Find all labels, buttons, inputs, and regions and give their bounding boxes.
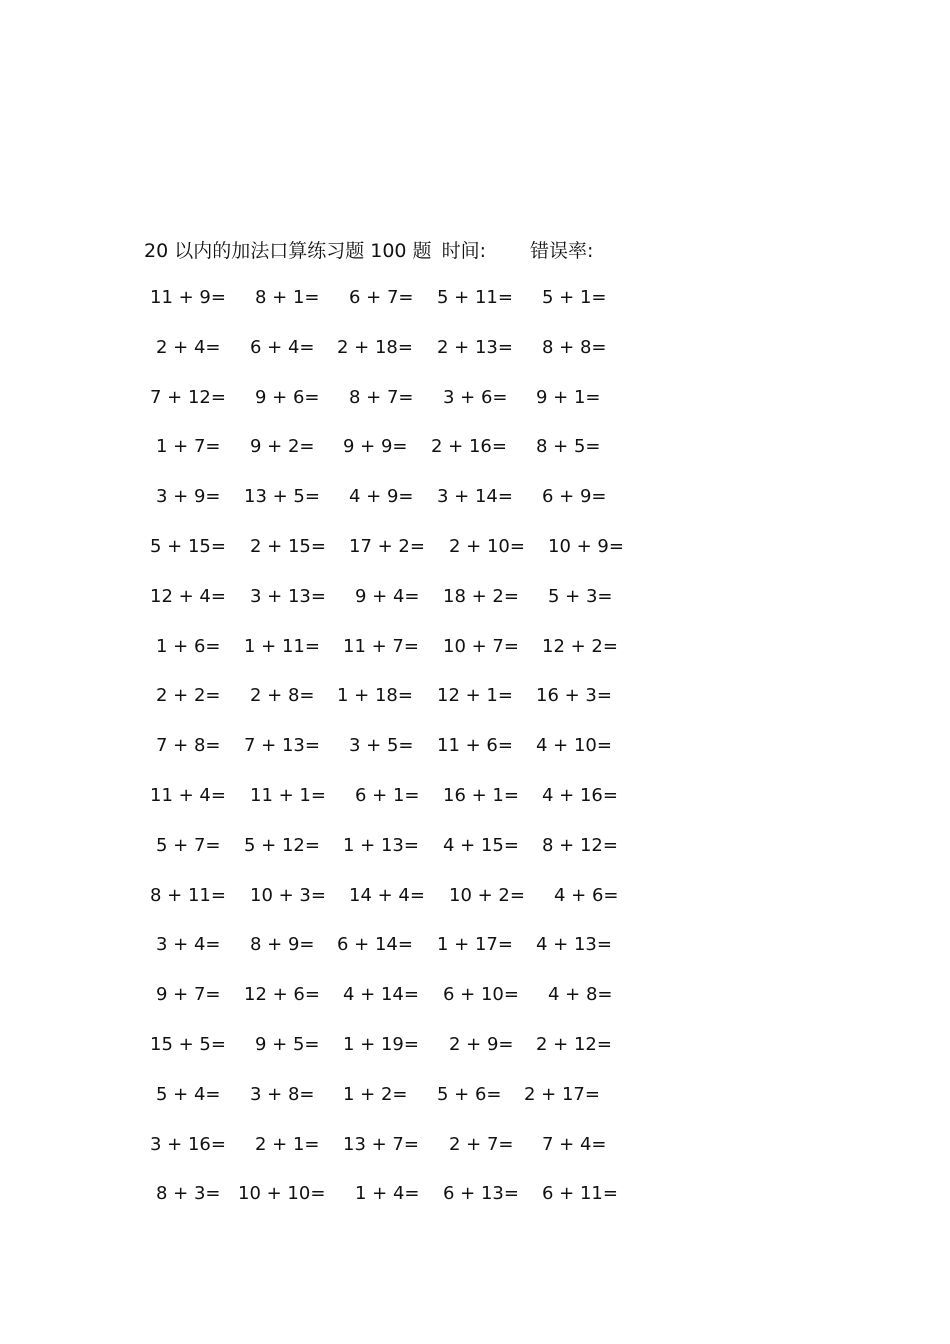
addition-problem: 6 + 4= (250, 336, 315, 358)
addition-problem: 1 + 13= (343, 834, 419, 856)
problem-row (0, 1082, 700, 1112)
addition-problem: 1 + 19= (343, 1034, 419, 1055)
problem-row (0, 883, 700, 913)
problem-row (0, 285, 700, 315)
problem-row (0, 932, 700, 962)
addition-problem: 9 + 1= (536, 386, 601, 408)
addition-problem: 9 + 2= (250, 436, 315, 458)
problem-row (0, 1132, 700, 1162)
addition-problem: 17 + 2= (349, 536, 425, 557)
addition-problem: 18 + 2= (443, 585, 519, 607)
addition-problem: 8 + 3= (156, 1183, 221, 1205)
addition-problem: 4 + 15= (443, 834, 519, 856)
addition-problem: 4 + 8= (548, 984, 613, 1006)
addition-problem: 1 + 2= (343, 1083, 408, 1105)
addition-problem: 12 + 6= (244, 984, 320, 1006)
addition-problem: 9 + 9= (343, 436, 408, 458)
addition-problem: 6 + 9= (542, 486, 607, 508)
addition-problem: 10 + 2= (449, 884, 525, 906)
addition-problem: 4 + 6= (554, 884, 619, 906)
addition-problem: 2 + 10= (449, 536, 525, 557)
problem-row (0, 634, 700, 664)
addition-problem: 8 + 8= (542, 336, 607, 358)
addition-problem: 2 + 18= (337, 336, 413, 358)
addition-problem: 4 + 9= (349, 486, 414, 508)
addition-problem: 3 + 8= (250, 1083, 315, 1105)
addition-problem: 2 + 13= (437, 336, 513, 358)
addition-problem: 13 + 5= (244, 486, 320, 508)
addition-problem: 1 + 18= (337, 685, 413, 707)
addition-problem: 1 + 7= (156, 436, 221, 458)
title-text: 20 以内的加法口算练习题 100 题 (144, 240, 432, 262)
addition-problem: 6 + 13= (443, 1183, 519, 1205)
addition-problem: 2 + 7= (449, 1133, 514, 1155)
addition-problem: 12 + 4= (150, 585, 226, 607)
addition-problem: 5 + 4= (156, 1083, 221, 1105)
addition-problem: 9 + 6= (255, 386, 320, 408)
addition-problem: 11 + 7= (343, 635, 419, 657)
addition-problem: 10 + 9= (548, 536, 624, 557)
addition-problem: 5 + 3= (548, 585, 613, 607)
addition-problem: 1 + 11= (244, 635, 320, 657)
addition-problem: 12 + 2= (542, 635, 618, 657)
addition-problem: 8 + 12= (542, 834, 618, 856)
addition-problem: 7 + 8= (156, 735, 221, 757)
addition-problem: 10 + 10= (238, 1183, 326, 1205)
addition-problem: 7 + 13= (244, 735, 320, 757)
problem-row (0, 335, 700, 365)
problem-row (0, 783, 700, 813)
problem-row (0, 683, 700, 713)
addition-problem: 6 + 10= (443, 984, 519, 1006)
addition-problem: 6 + 11= (542, 1183, 618, 1205)
addition-problem: 11 + 6= (437, 735, 513, 757)
addition-problem: 7 + 12= (150, 386, 226, 408)
addition-problem: 3 + 9= (156, 486, 221, 508)
addition-problem: 8 + 9= (250, 934, 315, 956)
addition-problem: 8 + 1= (255, 287, 320, 308)
addition-problem: 8 + 11= (150, 884, 226, 906)
addition-problem: 6 + 7= (349, 287, 414, 308)
addition-problem: 7 + 4= (542, 1133, 607, 1155)
addition-problem: 14 + 4= (349, 884, 425, 906)
addition-problem: 2 + 17= (524, 1083, 600, 1105)
addition-problem: 3 + 16= (150, 1133, 226, 1155)
addition-problem: 10 + 7= (443, 635, 519, 657)
addition-problem: 5 + 6= (437, 1083, 502, 1105)
addition-problem: 2 + 8= (250, 685, 315, 707)
addition-problem: 11 + 9= (150, 287, 226, 308)
problem-row (0, 484, 700, 514)
addition-problem: 9 + 4= (355, 585, 420, 607)
addition-problem: 9 + 7= (156, 984, 221, 1006)
addition-problem: 8 + 5= (536, 436, 601, 458)
error-rate-label: 错误率: (529, 240, 594, 262)
problem-row (0, 982, 700, 1012)
addition-problem: 4 + 16= (542, 785, 618, 806)
addition-problem: 8 + 7= (349, 386, 414, 408)
addition-problem: 5 + 15= (150, 536, 226, 557)
addition-problem: 3 + 6= (443, 386, 508, 408)
addition-problem: 6 + 1= (355, 785, 420, 806)
addition-problem: 10 + 3= (250, 884, 326, 906)
addition-problem: 3 + 5= (349, 735, 414, 757)
addition-problem: 6 + 14= (337, 934, 413, 956)
addition-problem: 2 + 2= (156, 685, 221, 707)
worksheet-title (144, 236, 593, 263)
addition-problem: 3 + 4= (156, 934, 221, 956)
addition-problem: 15 + 5= (150, 1034, 226, 1055)
addition-problem: 13 + 7= (343, 1133, 419, 1155)
addition-problem: 2 + 15= (250, 536, 326, 557)
addition-problem: 1 + 4= (355, 1183, 420, 1205)
addition-problem: 5 + 11= (437, 287, 513, 308)
addition-problem: 12 + 1= (437, 685, 513, 707)
problem-row (0, 1032, 700, 1062)
addition-problem: 11 + 4= (150, 785, 226, 806)
addition-problem: 4 + 13= (536, 934, 612, 956)
addition-problem: 1 + 6= (156, 635, 221, 657)
addition-problem: 3 + 13= (250, 585, 326, 607)
addition-problem: 11 + 1= (250, 785, 326, 806)
addition-problem: 4 + 14= (343, 984, 419, 1006)
addition-problem: 2 + 4= (156, 336, 221, 358)
addition-problem: 2 + 1= (255, 1133, 320, 1155)
addition-problem: 2 + 16= (431, 436, 507, 458)
addition-problem: 5 + 1= (542, 287, 607, 308)
problem-row (0, 534, 700, 564)
addition-problem: 3 + 14= (437, 486, 513, 508)
addition-problem: 9 + 5= (255, 1034, 320, 1055)
addition-problem: 5 + 12= (244, 834, 320, 856)
problem-row (0, 733, 700, 763)
addition-problem: 16 + 1= (443, 785, 519, 806)
problem-row (0, 385, 700, 415)
addition-problem: 4 + 10= (536, 735, 612, 757)
time-label: 时间: (441, 240, 486, 262)
problem-row (0, 434, 700, 464)
addition-problem: 2 + 9= (449, 1034, 514, 1055)
addition-problem: 5 + 7= (156, 834, 221, 856)
addition-problem: 2 + 12= (536, 1034, 612, 1055)
addition-problem: 16 + 3= (536, 685, 612, 707)
problem-row (0, 584, 700, 614)
problem-row (0, 1181, 700, 1211)
problem-row (0, 833, 700, 863)
addition-problem: 1 + 17= (437, 934, 513, 956)
